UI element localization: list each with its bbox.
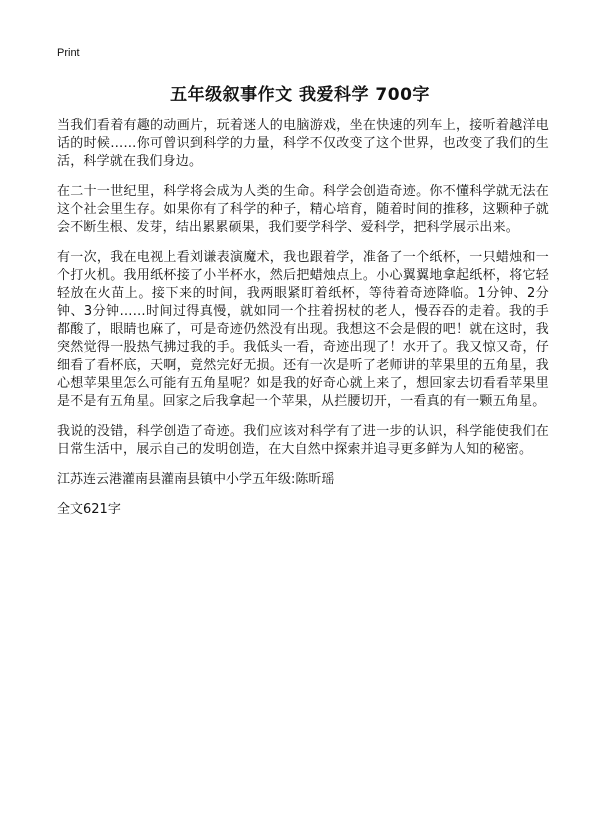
print-link[interactable]: Print: [57, 47, 80, 59]
paragraph-conclusion: 我说的没错，科学创造了奇迹。我们应该对科学有了进一步的认识，科学能使我们在日常生活中，展示自己的发明创造，在大自然中探索并追寻更多鲜为人知的秘密。: [57, 424, 549, 457]
paragraph-intro: 当我们看着有趣的动画片，玩着迷人的电脑游戏，坐在快速的列车上，接听着越洋电话的时候……你可曾识到科学的力量，科学不仅改变了这个世界，也改变了我们的生活，科学就在我们身边。: [57, 118, 549, 169]
article-body: [57, 117, 549, 519]
author-line: 江苏连云港灌南县灌南县镇中小学五年级:陈昕瑶: [57, 472, 335, 487]
paragraph-experiment-story: 有一次，我在电视上看刘谦表演魔术，我也跟着学，准备了一个纸杯，一只蜡烛和一个打火机。我用纸杯接了小半杯水，然后把蜡烛点上。小心翼翼地拿起纸杯，将它轻轻放在火苗上。接下来的时间，我两眼紧盯着纸杯，等待着奇迹降临。1分钟、2分钟、3分钟……时间过得真慢，就如同一个拄着拐杖的老人，慢吞吞的走着。我的手都酸了，眼睛也麻了，可是奇迹仍然没有出现。我想这不会是假的吧！就在这时，我突然觉得一股热气拂过我的手。我低头一看，奇迹出现了！水开了。我又惊又奇，仔细看了看杯底，天啊，竟然完好无损。还有一次是听了老师讲的苹果里的五角星，我心想苹果里怎么可能有五角星呢？如是我的好奇心就上来了，想回家去切看看苹果里是不是有五角星。回家之后我拿起一个苹果，从拦腰切开，一看真的有一颗五角星。: [57, 250, 549, 409]
article-title: 五年级叙事作文 我爱科学 700字: [170, 85, 430, 105]
paragraph-science-future: 在二十一世纪里，科学将会成为人类的生命。科学会创造奇迹。你不懂科学就无法在这个社会里生存。如果你有了科学的种子，精心培育，随着时间的推移，这颗种子就会不断生根、发芽，结出累累硕果，我们要学科学、爱科学，把科学展示出来。: [57, 184, 549, 235]
word-count: 全文621字: [57, 502, 121, 517]
